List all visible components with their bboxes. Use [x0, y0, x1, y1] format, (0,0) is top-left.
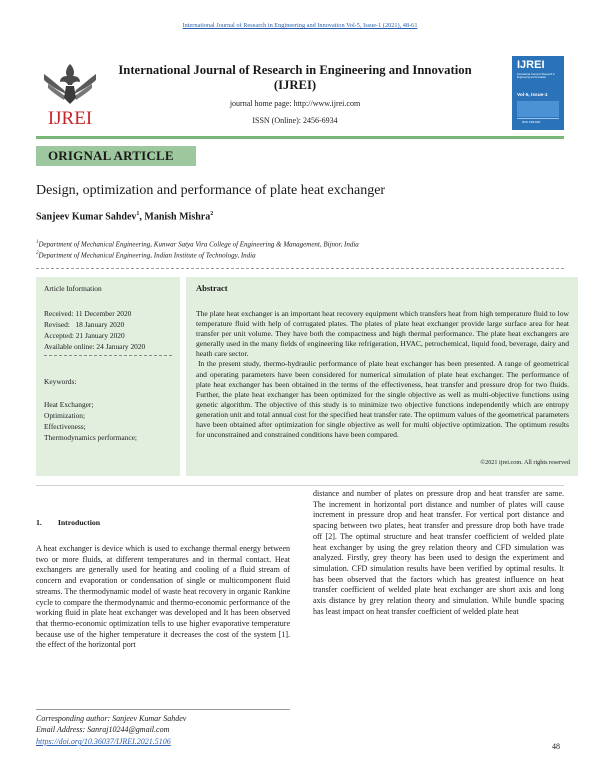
- section-number: 1.: [36, 518, 42, 527]
- article-info-heading: Article Information: [44, 284, 102, 293]
- section-heading-introduction: [36, 518, 100, 527]
- cover-issn: ISSN: 2456-6934: [522, 121, 541, 124]
- affiliation-text: Department of Mechanical Engineering, Indian Institute of Technology, India: [38, 251, 256, 260]
- abstract-paragraph: In the present study, thermo-hydraulic performance of plate heat exchanger has been presented. A range of geometrical and operating parameters have been considered for numerical simulation of plate heat exchanger. The performance of plate heat exchanger has been obtained in the terms of the effectiveness, heat transfer and pressure drop for two fluids. Further, the plate heat exchanger has been optimized for the single objective as well as multi-objective functions using genetic algorithm. The objective of this study is to minimize two objective functions independently which are entropy generation unit and total annual cost for the specified heat transfer rate. The optimum values of the geometrical parameters have been obtained after optimization for single objective as well for multi objective optimization. The optimum results for unconstrained and constrained conditions have been compared.: [196, 359, 569, 440]
- section-divider: [36, 485, 564, 486]
- abstract-paragraph: The plate heat exchanger is an important heat recovery equipment which transfers heat from high temperature fluid to low temperature fluid with help of corrugated plates. The plates of plate heat exchanger provide large surface area for heat transfer per unit volume. They have both the compactness and high thermal performance. The plate heat exchangers are generally used in the many fields of engineering like refrigeration, HVAC, petrochemical, liquid food, beverage, dairy and heath care sector.: [196, 309, 569, 359]
- introduction-right-column: distance and number of plates on pressure drop and heat transfer are same. The increment in horizontal port distance and number of plates will cause increment in pressure drop and heat transfer. For vertical port distance and spacing between two plates, heat transfer and pressure drop both have trade off [2]. The optimal structure and heat transfer coefficient of welded plate heat exchanger by using the grey relation theory and CFD simulation was analyzed. Firstly, grey theory has been used to design the experiment and simulation. CFD simulation results have been verified by optimal results. It has been observed that the factors which has greatest influence on heat transfer coefficient of welded plate heat exchanger are short axis and long axis distance by grey relation theory and simulation. While bundle spacing has least impact on heat transfer coefficient of welded plate heat: [313, 489, 564, 616]
- revised-date: Revised: 18 January 2020: [44, 320, 125, 329]
- accepted-date: Accepted: 21 January 2020: [44, 331, 125, 340]
- keyword: Heat Exchanger;: [44, 400, 94, 409]
- keyword: Optimization;: [44, 411, 86, 420]
- header-divider: [36, 136, 564, 139]
- author-name: Sanjeev Kumar Sahdev: [36, 211, 137, 223]
- abstract-heading: Abstract: [196, 283, 228, 293]
- affiliation: [36, 251, 256, 259]
- article-type-label: ORIGNAL ARTICLE: [48, 148, 174, 163]
- corresponding-author: Corresponding author: Sanjeev Kumar Sahdev: [36, 714, 187, 723]
- cover-divider: [517, 118, 559, 119]
- keywords-label: Keywords:: [44, 377, 77, 386]
- journal-title-line2: (IJREI): [273, 78, 317, 92]
- ijrei-logo: [38, 60, 102, 128]
- journal-title: [112, 63, 478, 93]
- page-number: 48: [552, 742, 560, 751]
- author-list: [36, 211, 213, 222]
- eagle-emblem-icon: [44, 64, 96, 104]
- article-type-banner: [36, 146, 196, 166]
- email-address[interactable]: Email Address: Sanraj10244@gmail.com: [36, 725, 170, 734]
- cover-description: International Journal of Research in Engineering and Innovation: [517, 73, 555, 79]
- running-header[interactable]: International Journal of Research in Engineering and Innovation Vol-5, Issue-1 (2021), 48-61: [182, 22, 418, 29]
- author-name: Manish Mishra: [144, 211, 211, 223]
- affiliation-marker: 2: [36, 251, 39, 256]
- affiliation-text: Department of Mechanical Engineering, Kunwar Satya Vira College of Engineering & Management, Bijnor, India: [38, 240, 359, 249]
- doi-link[interactable]: https://doi.org/10.36037/IJREI.2021.5106: [36, 737, 171, 746]
- keyword: Effectiveness;: [44, 422, 86, 431]
- info-divider: [44, 355, 172, 356]
- received-date: Received: 11 December 2020: [44, 309, 132, 318]
- journal-issn: ISSN (Online): 2456-6934: [252, 116, 338, 125]
- paper-title: Design, optimization and performance of plate heat exchanger: [36, 183, 386, 198]
- journal-title-line1: International Journal of Research in Engineering and Innovation: [118, 63, 472, 77]
- affiliation-marker: 1: [36, 240, 39, 245]
- available-online-date: Available online: 24 January 2020: [44, 342, 146, 351]
- introduction-left-column: A heat exchanger is device which is used to exchange thermal energy between two or more fluids, at different temperatures and in thermal contact. Heat exchangers are generally used for heating and cooling of a fluid stream of concern and evaporation or condensation of single or multicomponent fluid streams. The thermodynamic model of waste heat recovery in organic Rankine cycle to compare the thermodynamic and thermo-economic performance of the working fluid in plate heat exchanger was developed and It has been observed that thermo-economic optimization tells to use higher evaporative temperature because use of the higher temperature it decreases the cost of the system [1]. the effect of the horizontal port: [36, 544, 290, 650]
- keyword: Thermodynamics performance;: [44, 433, 137, 442]
- section-title: Introduction: [57, 518, 101, 527]
- logo-wordmark: IJREI: [47, 108, 93, 128]
- abstract-body: [196, 309, 569, 440]
- cover-issue: Vol-5, Issue-1: [517, 93, 548, 98]
- author-affil-marker: 2: [210, 211, 214, 217]
- journal-cover-thumbnail: [512, 56, 564, 130]
- cover-graphic: [517, 101, 559, 117]
- affiliation-divider: [36, 268, 564, 269]
- footnote-divider: [36, 709, 290, 710]
- affiliation: [36, 240, 359, 248]
- author-affil-marker: 1: [136, 211, 140, 217]
- cover-title: IJREI: [517, 59, 545, 71]
- author-separator: ,: [139, 211, 145, 223]
- journal-homepage[interactable]: journal home page: http://www.ijrei.com: [229, 99, 361, 108]
- copyright-notice: ©2021 ijrei.com. All rights reserved: [480, 459, 570, 466]
